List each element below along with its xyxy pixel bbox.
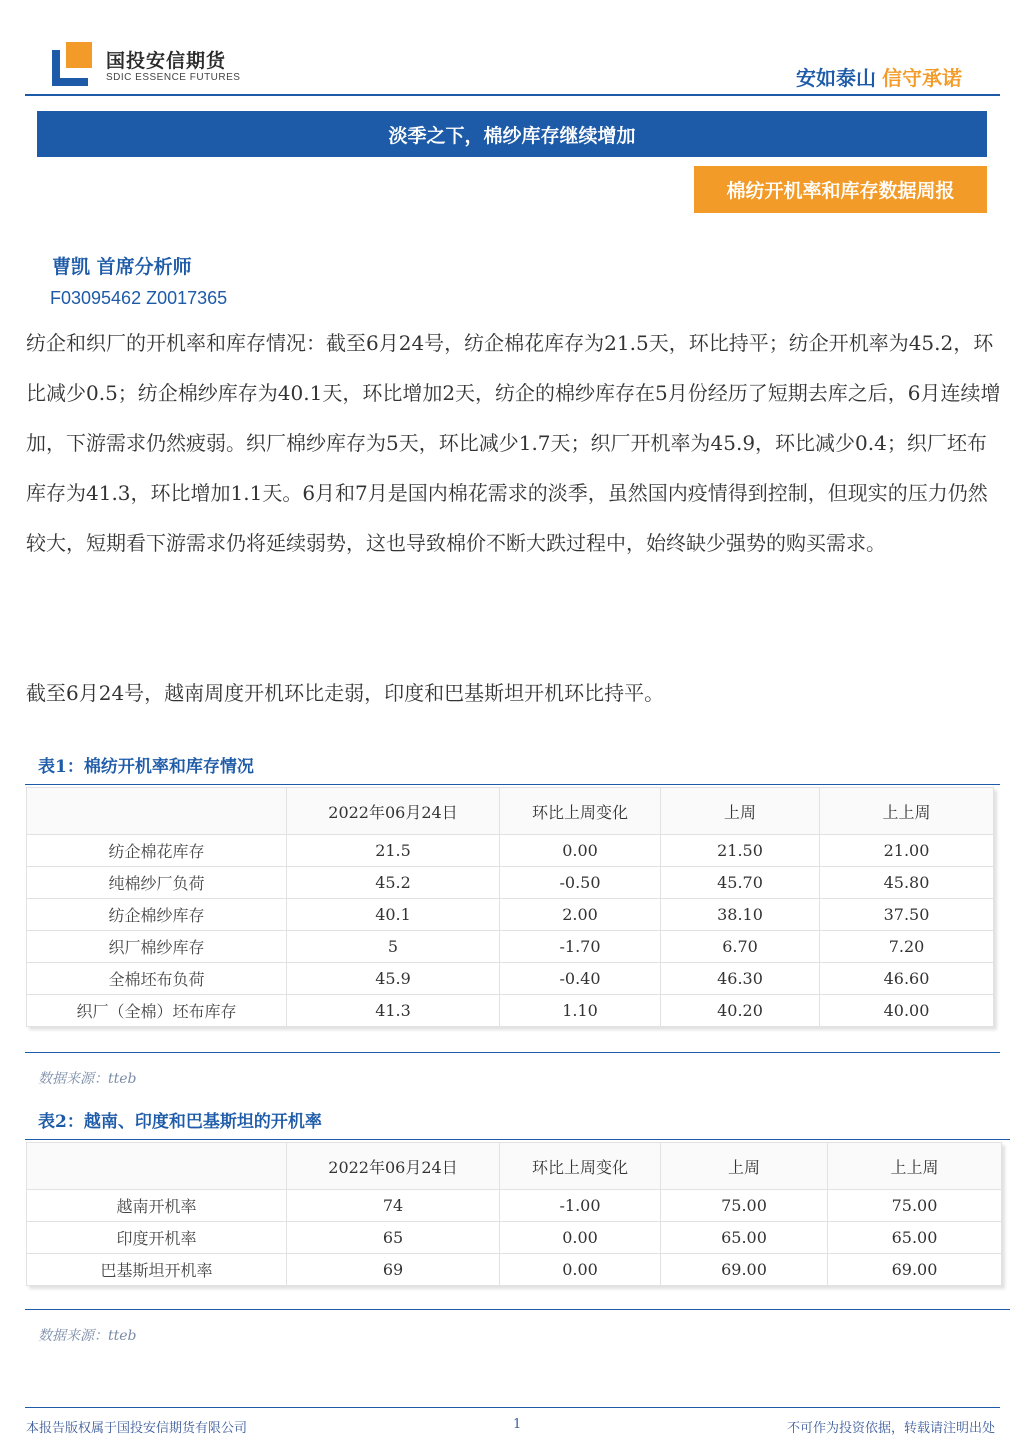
table-row: [27, 963, 994, 995]
table2: [26, 1142, 1002, 1286]
table-cell: 69.00: [828, 1254, 1002, 1286]
table-cell: 0.00: [500, 1222, 661, 1254]
table2-source: 数据来源：tteb: [38, 1328, 137, 1344]
table-cell: 75.00: [828, 1190, 1002, 1222]
header-divider: [25, 94, 1000, 96]
table2-header-cell: [27, 1143, 287, 1190]
slogan: [796, 62, 962, 91]
row-label: 全棉坯布负荷: [27, 963, 287, 995]
report-title: 淡季之下，棉纱库存继续增加: [37, 111, 987, 157]
table1-top-rule: [25, 784, 1000, 785]
table1-header-cell: 环比上周变化: [500, 788, 661, 835]
table-cell: 7.20: [820, 931, 994, 963]
table1-bottom-rule: [25, 1052, 1000, 1053]
table2-body: [27, 1190, 1002, 1286]
table-cell: 40.00: [820, 995, 994, 1027]
row-label: 巴基斯坦开机率: [27, 1254, 287, 1286]
table1-header-cell: 上上周: [820, 788, 994, 835]
table-cell: 75.00: [661, 1190, 828, 1222]
table-cell: 21.00: [820, 835, 994, 867]
table-cell: -1.70: [500, 931, 661, 963]
author-cert-ids: F03095462 Z0017365: [50, 288, 228, 308]
page-number: 1: [513, 1417, 522, 1432]
table-cell: 40.20: [661, 995, 820, 1027]
table-cell: 45.80: [820, 867, 994, 899]
table-row: [27, 995, 994, 1027]
row-label: 越南开机率: [27, 1190, 287, 1222]
table2-top-rule: [25, 1139, 1010, 1140]
slogan-part-b: 信守承诺: [882, 68, 962, 90]
footer-copyright: 本报告版权属于国投安信期货有限公司: [26, 1421, 248, 1436]
table-cell: 45.2: [287, 867, 500, 899]
table-cell: 65.00: [828, 1222, 1002, 1254]
table2-header-cell: 环比上周变化: [500, 1143, 661, 1190]
table-row: [27, 1222, 1002, 1254]
row-label: 印度开机率: [27, 1222, 287, 1254]
author-name: 曹凯 首席分析师: [52, 256, 192, 278]
table-row: [27, 867, 994, 899]
table-cell: 6.70: [661, 931, 820, 963]
table2-header-cell: 上周: [661, 1143, 828, 1190]
body-paragraph-2: 截至6月24号，越南周度开机环比走弱，印度和巴基斯坦开机环比持平。: [26, 681, 665, 705]
table-cell: -1.00: [500, 1190, 661, 1222]
table2-header-cell: 2022年06月24日: [287, 1143, 500, 1190]
logo-name-cn: 国投安信期货: [106, 51, 227, 72]
footer-disclaimer: 不可作为投资依据，转载请注明出处: [786, 1421, 995, 1436]
row-label: 纯棉纱厂负荷: [27, 867, 287, 899]
table-row: [27, 931, 994, 963]
table-cell: 74: [287, 1190, 500, 1222]
row-label: 纺企棉纱库存: [27, 899, 287, 931]
table-row: [27, 1254, 1002, 1286]
company-logo: [52, 40, 241, 90]
table-cell: -0.50: [500, 867, 661, 899]
table1-source: 数据来源：tteb: [38, 1071, 137, 1087]
table-row: [27, 835, 994, 867]
report-tag: 棉纺开机率和库存数据周报: [694, 166, 987, 213]
table-cell: 65: [287, 1222, 500, 1254]
table-cell: 21.50: [661, 835, 820, 867]
table-cell: 38.10: [661, 899, 820, 931]
table-cell: 69.00: [661, 1254, 828, 1286]
table-cell: 40.1: [287, 899, 500, 931]
table2-caption: 表2：越南、印度和巴基斯坦的开机率: [38, 1112, 322, 1132]
table-row: [27, 899, 994, 931]
table-cell: 0.00: [500, 1254, 661, 1286]
table-cell: 45.9: [287, 963, 500, 995]
slogan-part-a: 安如泰山: [796, 68, 876, 90]
table-cell: 45.70: [661, 867, 820, 899]
table1: [26, 787, 994, 1027]
table1-header-row: [27, 788, 994, 835]
table1-body: [27, 835, 994, 1027]
row-label: 纺企棉花库存: [27, 835, 287, 867]
row-label: 织厂（全棉）坯布库存: [27, 995, 287, 1027]
table-cell: 46.30: [661, 963, 820, 995]
table-row: [27, 1190, 1002, 1222]
footer-divider: [25, 1407, 1000, 1408]
table1-header-cell: 2022年06月24日: [287, 788, 500, 835]
table2-bottom-rule: [25, 1309, 1010, 1310]
table-cell: -0.40: [500, 963, 661, 995]
table-cell: 65.00: [661, 1222, 828, 1254]
table-cell: 69: [287, 1254, 500, 1286]
table1-caption: 表1：棉纺开机率和库存情况: [38, 757, 254, 777]
table-cell: 37.50: [820, 899, 994, 931]
table-cell: 41.3: [287, 995, 500, 1027]
row-label: 织厂棉纱库存: [27, 931, 287, 963]
body-paragraph-1: 纺企和织厂的开机率和库存情况：截至6月24号，纺企棉花库存为21.5天，环比持平；纺企开机率为45.2，环比减少0.5；纺企棉纱库存为40.1天，环比增加2天，纺企的棉纱库存在5月份经历了短期去库之后，6月连续增加，下游需求仍然疲弱。织厂棉纱库存为5天，环比减少1.7天；织厂开机率为45.9，环比减少0.4；织厂坯布库存为41.3，环比增加1.1天。6月和7月是国内棉花需求的淡季，虽然国内疫情得到控制，但现实的压力仍然较大，短期看下游需求仍将延续弱势，这也导致棉价不断大跌过程中，始终缺少强势的购买需求。: [26, 331, 1001, 555]
table1-header-cell: 上周: [661, 788, 820, 835]
table-cell: 21.5: [287, 835, 500, 867]
table-cell: 5: [287, 931, 500, 963]
table-cell: 1.10: [500, 995, 661, 1027]
table-cell: 0.00: [500, 835, 661, 867]
table-cell: 46.60: [820, 963, 994, 995]
logo-mark-icon: [52, 42, 98, 86]
logo-name-en: SDIC ESSENCE FUTURES: [106, 72, 241, 83]
table-cell: 2.00: [500, 899, 661, 931]
table2-header-cell: 上上周: [828, 1143, 1002, 1190]
table2-header-row: [27, 1143, 1002, 1190]
table1-header-cell: [27, 788, 287, 835]
